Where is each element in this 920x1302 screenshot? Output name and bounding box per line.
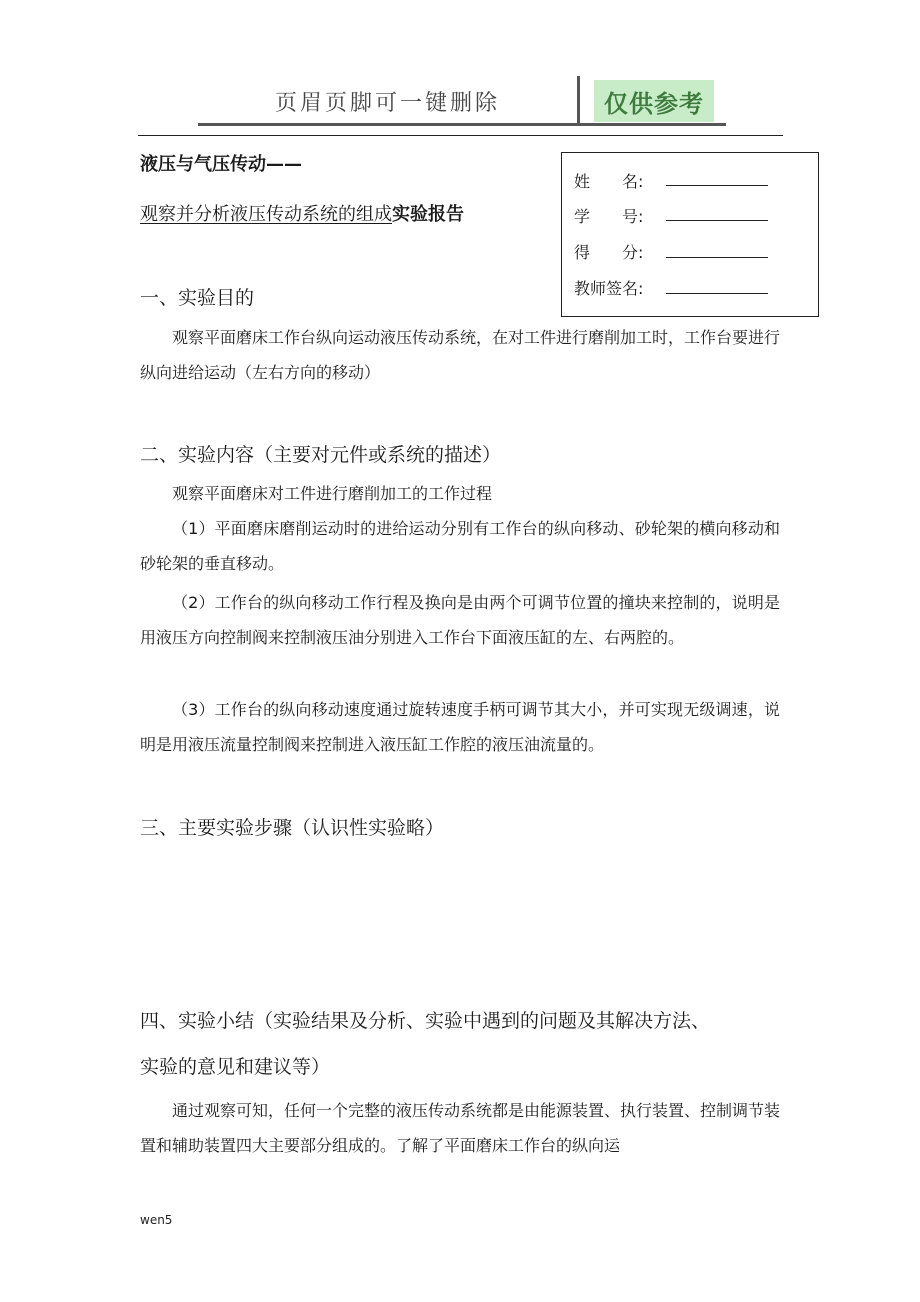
student-id-field[interactable] <box>666 220 768 221</box>
reference-only-stamp: 仅供参考 <box>594 80 714 122</box>
teacher-signature-label: 教师签名: <box>574 279 644 298</box>
student-id-label: 学 号: <box>574 207 644 226</box>
banner-underline <box>198 123 726 126</box>
section-1-paragraph: 观察平面磨床工作台纵向运动液压传动系统，在对工件进行磨削加工时，工作台要进行纵向进给运动（左右方向的移动） <box>140 328 781 382</box>
score-label: 得 分: <box>574 243 644 262</box>
header-rule <box>138 135 783 136</box>
section-2-item-1: （1）平面磨床磨削运动时的进给运动分别有工作台的纵向移动、砂轮架的横向移动和砂轮架的垂直移动。 <box>140 519 780 573</box>
name-label: 姓 名: <box>574 172 644 191</box>
section-4-heading-line-1: 四、实验小结（实验结果及分析、实验中遇到的问题及其解决方法、 <box>140 1010 711 1032</box>
footer-text: wen5 <box>140 1213 173 1227</box>
name-field[interactable] <box>666 185 768 186</box>
student-info-box <box>561 152 819 317</box>
subtitle-bold: 实验报告 <box>392 204 464 225</box>
section-3-heading: 三、主要实验步骤（认识性实验略） <box>140 817 445 839</box>
document-subtitle <box>140 200 464 226</box>
section-2-intro: 观察平面磨床对工件进行磨削加工的工作过程 <box>172 484 493 503</box>
section-4-heading-line-2: 实验的意见和建议等） <box>140 1056 331 1078</box>
section-2-item-2: （2）工作台的纵向移动工作行程及换向是由两个可调节位置的撞块来控制的，说明是用液压方向控制阀来控制液压油分别进入工作台下面液压缸的左、右两腔的。 <box>140 593 780 647</box>
section-1-heading: 一、实验目的 <box>140 287 255 309</box>
section-2-heading: 二、实验内容（主要对元件或系统的描述） <box>140 444 502 466</box>
teacher-signature-field[interactable] <box>666 293 768 294</box>
document-title: 液压与气压传动—— <box>140 154 302 175</box>
section-4-paragraph: 通过观察可知，任何一个完整的液压传动系统都是由能源装置、执行装置、控制调节装置和辅助装置四大主要部分组成的。了解了平面磨床工作台的纵向运 <box>140 1101 781 1155</box>
header-banner-text: 页眉页脚可一键删除 <box>275 91 501 116</box>
subtitle-underlined: 观察并分析液压传动系统的组成 <box>140 204 392 225</box>
section-2-item-3: （3）工作台的纵向移动速度通过旋转速度手柄可调节其大小，并可实现无级调速，说明是用液压流量控制阀来控制进入液压缸工作腔的液压油流量的。 <box>140 700 780 754</box>
score-field[interactable] <box>666 257 768 258</box>
banner-divider <box>577 76 580 126</box>
